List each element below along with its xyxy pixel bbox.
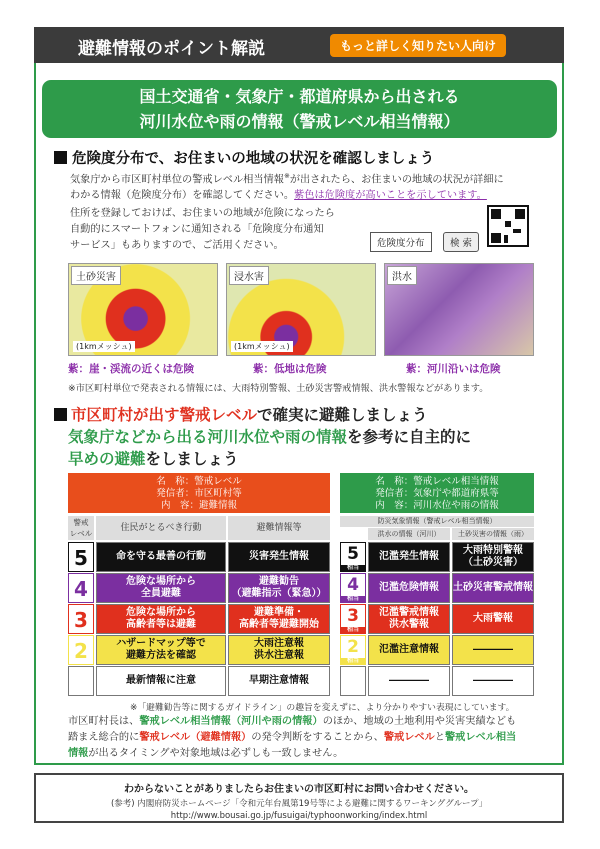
map-caption-landslide: 紫：崖・渓流の近くは危険 [68, 363, 194, 375]
equivalent-level-number [340, 604, 366, 634]
guideline-note: ※「避難勧告等に関するガイドライン」の趣旨を変えずに、より分かりやすい表現にしています。 [130, 703, 515, 713]
equivalent-level-sub: 相当 [341, 658, 365, 664]
section-title-box [42, 80, 557, 138]
rain-info: 大雨特別警報 （土砂災害） [452, 542, 534, 572]
equivalent-level-sub: 相当 [341, 596, 365, 602]
level-number: 3 [68, 604, 94, 634]
level-action: 危険な場所から 全員避難 [96, 573, 226, 603]
square-bullet-icon [54, 408, 67, 421]
col-level: 警戒 レベル [69, 518, 93, 538]
rain-info: 大雨警報 [452, 604, 534, 634]
page-title: 避難情報のポイント解説 [78, 39, 265, 59]
map-landslide: 土砂災害 (1kmメッシュ) [68, 263, 218, 356]
equivalent-level-digit: 3 [347, 606, 359, 626]
equivalent-level-sub: 相当 [341, 627, 365, 633]
level-action: 危険な場所から 高齢者等は避難 [96, 604, 226, 634]
qr-code-icon[interactable] [487, 205, 529, 247]
col-right-top: 防災気象情報（警戒レベル相当情報） [340, 516, 534, 527]
equivalent-level-number [340, 573, 366, 603]
level-info: 災害発生情報 [228, 542, 330, 572]
equivalent-level-digit: 4 [347, 575, 359, 595]
river-info: ―――― [368, 666, 450, 696]
map-inundation: 浸水害 (1kmメッシュ) [226, 263, 376, 356]
river-info: 氾濫警戒情報 洪水警報 [368, 604, 450, 634]
footer-url[interactable]: http://www.bousai.go.jp/fusuigai/typhoonworking/index.html [170, 811, 428, 821]
bottom-paragraph: 市区町村長は、警戒レベル相当情報（河川や雨の情報）のほか、地域の土地利用や災害実績なども 踏まえ総合的に警戒レベル（避難情報）の発令判断をすることから、警戒レベルと警戒レベル相当 情報が出るタイミングや対象地域は必ずしも一致しません。 [68, 716, 517, 759]
level-info: 避難勧告 （避難指示（緊急）） [228, 573, 330, 603]
section-title-line2: 河川水位や雨の情報（警戒レベル相当情報） [139, 112, 460, 131]
equivalent-level-digit: 2 [347, 637, 359, 657]
rain-info: ―――― [452, 635, 534, 665]
equivalent-level-number [340, 542, 366, 572]
section2-heading: 市区町村が出す警戒レベルで確実に避難しましょう [54, 404, 428, 426]
level-action: 命を守る最善の行動 [96, 542, 226, 572]
search-button[interactable]: 検 索 [443, 232, 479, 252]
section-title-line1: 国土交通省・気象庁・都道府県から出される [139, 87, 460, 106]
section1-heading: 危険度分布で、お住まいの地域の状況を確認しましょう [54, 147, 434, 168]
level-action: 最新情報に注意 [96, 666, 226, 696]
equivalent-level-digit: 1 [347, 668, 359, 688]
map-flood: 洪水 [384, 263, 534, 356]
search-keyword-box: 危険度分布 [370, 232, 432, 252]
map-caption-inundation: 紫：低地は危険 [253, 363, 327, 375]
alert-level-header: 名 称：警戒レベル 発信者：市区町村等 内 容：避難情報 [68, 473, 330, 513]
equivalent-level-digit: 5 [347, 544, 359, 564]
equivalent-info-header: 名 称：警戒レベル相当情報 発信者：気象庁や都道府県等 内 容：河川水位や雨の情報 [340, 473, 534, 513]
level-number: 1 [68, 666, 94, 696]
equivalent-level-sub: 相当 [341, 565, 365, 571]
section1-paragraph2: 住所を登録しておけば、お住まいの地域が危険になったら 自動的にスマートフォンに通知される「危険度分布通知 サービス」もありますので、ご活用ください。 [70, 208, 335, 251]
footer-contact: わからないことがありましたらお住まいの市区町村にお問い合わせください。 [124, 784, 474, 795]
level-info: 早期注意情報 [228, 666, 330, 696]
section2-line2: 気象庁などから出る河川水位や雨の情報を参考に自主的に [68, 428, 472, 446]
rain-info: 土砂災害警戒情報 [452, 573, 534, 603]
river-info: 氾濫発生情報 [368, 542, 450, 572]
rain-info: ―――― [452, 666, 534, 696]
level-info: 避難準備・ 高齢者等避難開始 [228, 604, 330, 634]
river-info: 氾濫注意情報 [368, 635, 450, 665]
equivalent-level-number [340, 666, 366, 696]
header-bar [34, 27, 564, 63]
map-caption-flood: 紫：河川沿いは危険 [406, 363, 501, 375]
col-action: 住民がとるべき行動 [96, 516, 226, 540]
level-action: ハザードマップ等で 避難方法を確認 [96, 635, 226, 665]
level-number: 2 [68, 635, 94, 665]
section2-line3: 早めの避難をしましょう [68, 450, 239, 468]
col-river: 洪水の情報（河川） [368, 528, 450, 540]
section1-note: ※市区町村単位で発表される情報には、大雨特別警報、土砂災害警戒情報、洪水警報などがあります。 [68, 383, 489, 394]
audience-badge: もっと詳しく知りたい人向け [330, 34, 506, 57]
footer-box [34, 773, 564, 823]
equivalent-level-number [340, 635, 366, 665]
level-number: 5 [68, 542, 94, 572]
section1-paragraph1: 気象庁から市区町村単位の警戒レベル相当情報※が出されたら、お住まいの地域の状況が詳細に わかる情報（危険度分布）を確認してください。紫色は危険度が高いことを示しています。 [70, 172, 504, 202]
level-number: 4 [68, 573, 94, 603]
equivalent-level-sub: 相当 [341, 689, 365, 695]
river-info: 氾濫危険情報 [368, 573, 450, 603]
footer-reference: (参考) 内閣府防災ホームページ「令和元年台風第19号等による避難に関するワーキンググループ」 [110, 799, 488, 809]
level-info: 大雨注意報 洪水注意報 [228, 635, 330, 665]
col-landslide: 土砂災害の情報（雨） [452, 528, 534, 540]
square-bullet-icon [54, 151, 67, 164]
col-info: 避難情報等 [228, 516, 330, 540]
